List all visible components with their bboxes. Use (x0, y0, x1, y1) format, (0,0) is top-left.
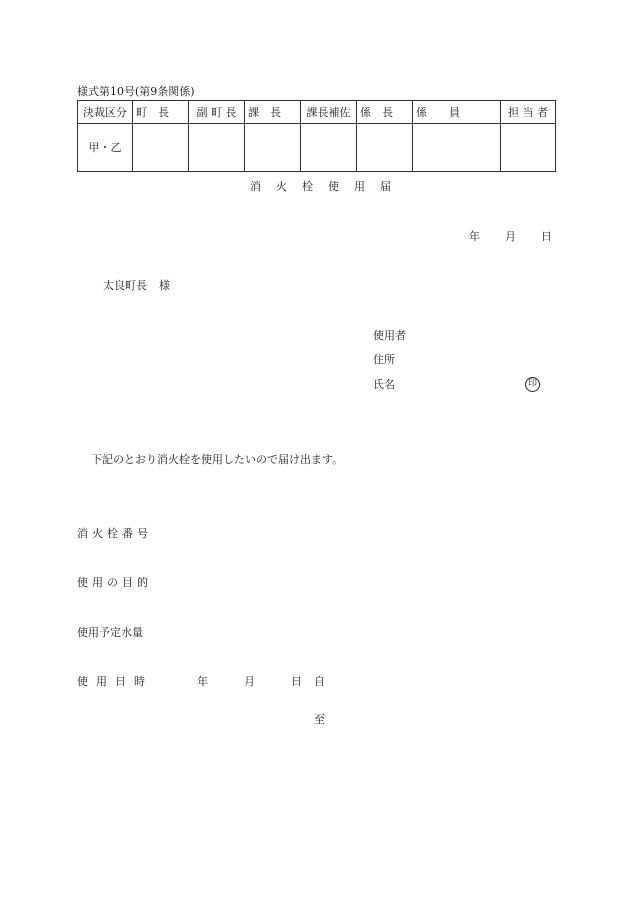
title-char: 火 (276, 180, 287, 193)
usage-datetime-row (77, 676, 153, 687)
from-month: 月 (244, 675, 255, 688)
stamp-box-staff[interactable] (413, 124, 501, 172)
header-section-chief (245, 101, 301, 124)
date-month: 月 (505, 230, 516, 243)
header-decision-type: 決裁区分 (78, 101, 133, 124)
stamp-box-assistant-chief[interactable] (301, 124, 357, 172)
from-marker: 自 (314, 675, 325, 688)
stamp-box-person-in-charge[interactable] (501, 124, 556, 172)
header-person-in-charge: 担 当 者 (501, 101, 556, 124)
approval-body-row (78, 124, 556, 172)
applicant-name-label: 氏名 (373, 378, 395, 391)
seal-mark: 印 (525, 377, 540, 392)
purpose-label: 使用の目的 (77, 576, 152, 589)
header-section-chief-text: 課 長 (248, 105, 281, 119)
submission-date (469, 231, 552, 242)
addressee (103, 280, 170, 291)
header-staff (413, 101, 501, 124)
form-number: 様式第10号(第9条関係) (77, 85, 195, 98)
date-day: 日 (541, 230, 552, 243)
header-subsection-chief-text: 係 長 (360, 105, 393, 119)
header-deputy-mayor: 副 町 長 (189, 101, 245, 124)
planned-volume-label: 使用予定水量 (77, 626, 143, 639)
title-char: 消 (250, 180, 261, 193)
request-statement: 下記のとおり消火栓を使用したいので届け出ます。 (91, 453, 344, 466)
header-mayor-text: 町 長 (136, 105, 169, 119)
to-marker: 至 (314, 713, 325, 726)
header-mayor (133, 101, 189, 124)
stamp-box-section-chief[interactable] (245, 124, 301, 172)
stamp-box-deputy-mayor[interactable] (189, 124, 245, 172)
addressee-name: 太良町長 (103, 279, 147, 292)
document-title (250, 181, 391, 192)
hydrant-number-label: 消火栓番号 (77, 527, 152, 540)
addressee-honorific: 様 (159, 279, 170, 292)
approval-table (77, 100, 556, 172)
title-char: 届 (380, 180, 391, 193)
from-year: 年 (197, 675, 208, 688)
usage-datetime-label: 使用日時 (77, 675, 153, 688)
applicant-heading: 使用者 (373, 329, 406, 342)
decision-value: 甲・乙 (78, 124, 133, 172)
stamp-box-mayor[interactable] (133, 124, 189, 172)
header-assistant-chief: 課長補佐 (301, 101, 357, 124)
title-char: 使 (328, 180, 339, 193)
title-char: 栓 (302, 180, 313, 193)
approval-header-row (78, 101, 556, 124)
stamp-box-subsection-chief[interactable] (357, 124, 413, 172)
title-char: 用 (354, 180, 365, 193)
from-day: 日 (291, 675, 302, 688)
date-year: 年 (469, 230, 480, 243)
applicant-address-label: 住所 (373, 353, 395, 366)
header-staff-text: 係 員 (416, 105, 460, 119)
header-subsection-chief (357, 101, 413, 124)
